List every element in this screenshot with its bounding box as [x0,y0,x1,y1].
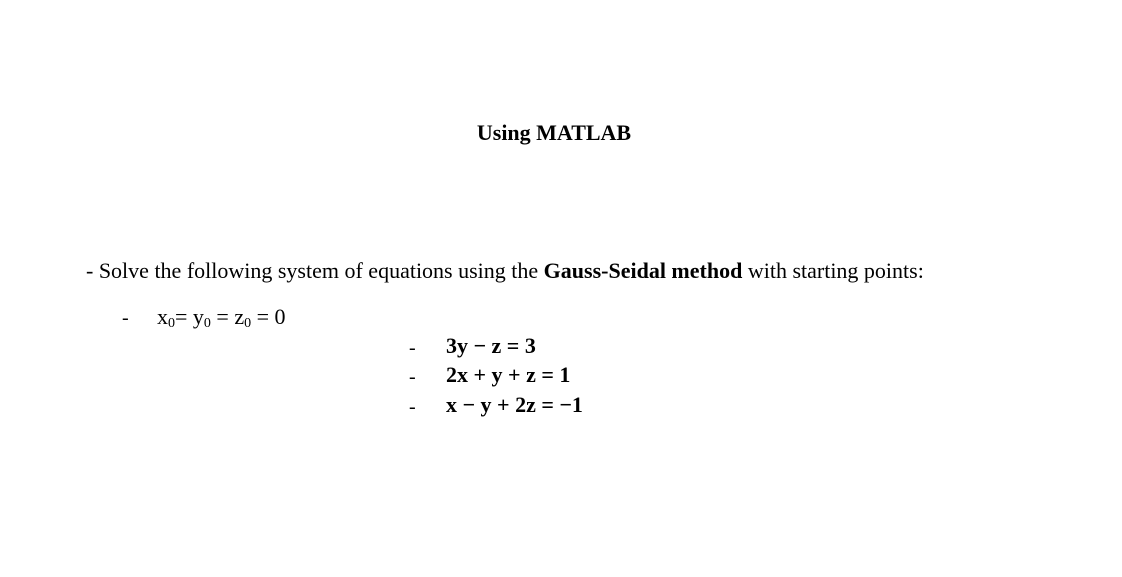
problem-statement-prefix: - Solve the following system of equations using the [86,258,544,283]
y-subscript: 0 [203,316,211,331]
equation-text: 2x + y + z = 1 [446,362,571,387]
starting-point [157,302,286,332]
problem-statement [86,256,924,286]
method-name: Gauss-Seidal method [543,258,743,283]
equation-text: 3y − z = 3 [446,333,536,358]
equation-dash: - [409,366,416,388]
problem-statement-suffix: with starting points: [742,258,924,283]
page-title: Using MATLAB [476,120,632,145]
equation-text: x − y + 2z = −1 [446,392,583,417]
x-subscript: 0 [168,316,175,331]
starting-point-dash: - [122,307,129,329]
equation-dash: - [409,396,416,418]
z-subscript: 0 [244,316,252,331]
equation-dash: - [409,337,416,359]
starting-value: = 0 [251,304,286,329]
y-variable: = y [175,304,204,329]
x-variable: x [157,304,168,329]
z-variable: = z [210,304,245,329]
